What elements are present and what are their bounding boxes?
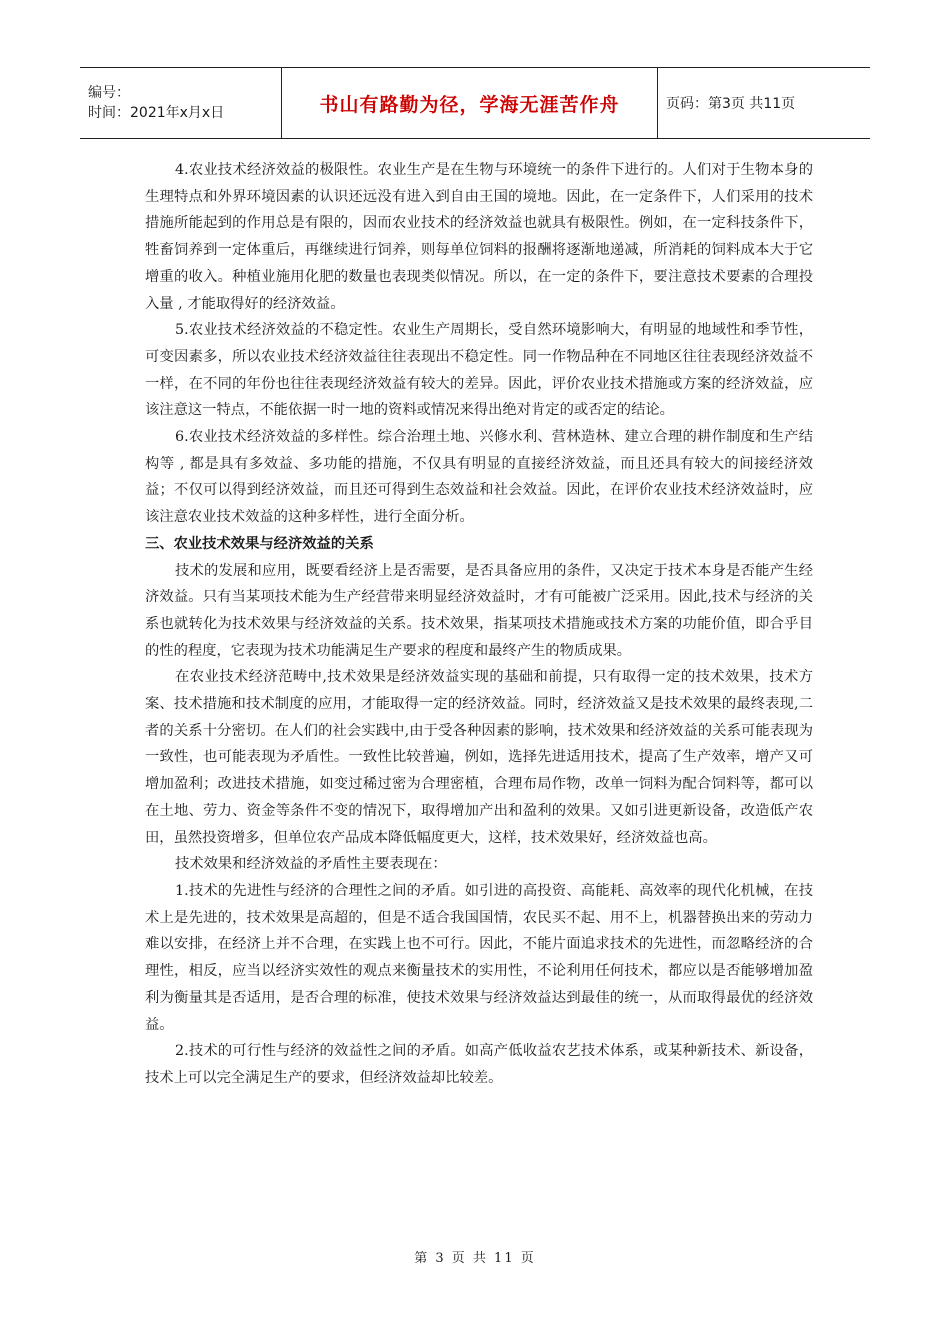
paragraph-contradiction-intro: 技术效果和经济效益的矛盾性主要表现在： <box>175 856 447 873</box>
page-footer <box>0 1247 950 1266</box>
paragraph-contradiction-2: 2.技术的可行性与经济的效益性之间的矛盾。如高产低收益农艺技术体系，或某种新技术、新设备，技术上可以完全满足生产的要求，但经济效益却比较差。 <box>145 1043 813 1086</box>
page-number-label: 页码：第3页 共11页 <box>666 96 796 112</box>
paragraph-limit: 4.农业技术经济效益的极限性。农业生产是在生物与环境统一的条件下进行的。人们对于生物本身的生理特点和外界环境因素的认识还远没有进入到自由王国的境地。因此，在一定条件下，人们采用的技术措施所能起到的作用总是有限的，因而农业技术的经济效益也就具有极限性。例如，在一定科技条件下，牲畜饲养到一定体重后，再继续进行饲养，则每单位饲料的报酬将逐渐地递减，所消耗的饲料成本大于它增重的收入。种植业施用化肥的数量也表现类似情况。所以，在一定的条件下，要注意技术要素的合理投入量 , 才能取得好的经济效益。 <box>145 162 813 312</box>
paragraph-instability: 5.农业技术经济效益的不稳定性。农业生产周期长，受自然环境影响大，有明显的地域性和季节性，可变因素多，所以农业技术经济效益往往表现出不稳定性。同一作物品种在不同地区往往表现经济效益不一样，在不同的年份也往往表现经济效益有较大的差异。因此，评价农业技术措施或方案的经济效益，应该注意这一特点，不能依据一时一地的资料或情况来得出绝对肯定的或否定的结论。 <box>145 322 813 419</box>
motto-text: 书山有路勤为径，学海无涯苦作舟 <box>319 93 620 116</box>
header-meta <box>80 68 282 138</box>
paragraph-contradiction-1: 1.技术的先进性与经济的合理性之间的矛盾。如引进的高投资、高能耗、高效率的现代化机械，在技术上是先进的，技术效果是高超的，但是不适合我国国情，农民买不起、用不上，机器替换出来的劳动力难以安排，在经济上并不合理，在实践上也不可行。因此，不能片面追求技术的先进性，而忽略经济的合理性，相反，应当以经济实效性的观点来衡量技术的实用性，不论利用任何技术，都应以是否能够增加盈利为衡量其是否适用，是否合理的标准，使技术效果与经济效益达到最佳的统一，从而取得最优的经济效益。 <box>145 882 813 1033</box>
paragraph-tech-economy: 技术的发展和应用，既要看经济上是否需要，是否具备应用的条件，又决定于技术本身是否能产生经济效益。只有当某项技术能为生产经营带来明显经济效益时，才有可能被广泛采用。因此,技术与经济的关系也就转化为技术效果与经济效益的关系。技术效果，指某项技术措施或技术方案的功能价值，即合乎目的性的程度，它表现为技术功能满足生产要求的程度和最终产生的物质成果。 <box>145 562 813 659</box>
header-motto <box>282 68 658 138</box>
paragraph-diversity: 6.农业技术经济效益的多样性。综合治理土地、兴修水利、营林造林、建立合理的耕作制度和生产结构等 , 都是具有多效益、多功能的措施，不仅具有明显的直接经济效益，而且还具有较大的间接经济效益；不仅可以得到经济效益，而且还可得到生态效益和社会效益。因此，在评价农业技术经济效益时，应该注意农业技术效益的这种多样性，进行全面分析。 <box>145 429 813 526</box>
page-header <box>80 67 870 139</box>
document-number-label: 编号： <box>88 85 130 101</box>
header-page-info <box>658 68 870 138</box>
paragraph-relationship: 在农业技术经济范畴中,技术效果是经济效益实现的基础和前提，只有取得一定的技术效果，技术方案、技术措施和技术制度的应用，才能取得一定的经济效益。同时，经济效益又是技术效果的最终表现,二者的关系十分密切。在人们的社会实践中,由于受各种因素的影响，技术效果和经济效益的关系可能表现为一致性，也可能表现为矛盾性。一致性比较普遍，例如，选择先进适用技术，提高了生产效率，增产又可增加盈利；改进技术措施，如变过稀过密为合理密植，合理布局作物，改单一饲料为配合饲料等，都可以在土地、劳力、资金等条件不变的情况下，取得增加产出和盈利的效果。又如引进更新设备，改造低产农田，虽然投资增多，但单位农产品成本降低幅度更大，这样，技术效果好，经济效益也高。 <box>145 669 813 846</box>
document-body <box>145 157 813 1092</box>
footer-page-number: 第 3 页 共 11 页 <box>414 1251 536 1266</box>
document-date-label: 时间：2021年x月x日 <box>88 105 225 121</box>
section-heading: 三、农业技术效果与经济效益的关系 <box>145 535 374 552</box>
